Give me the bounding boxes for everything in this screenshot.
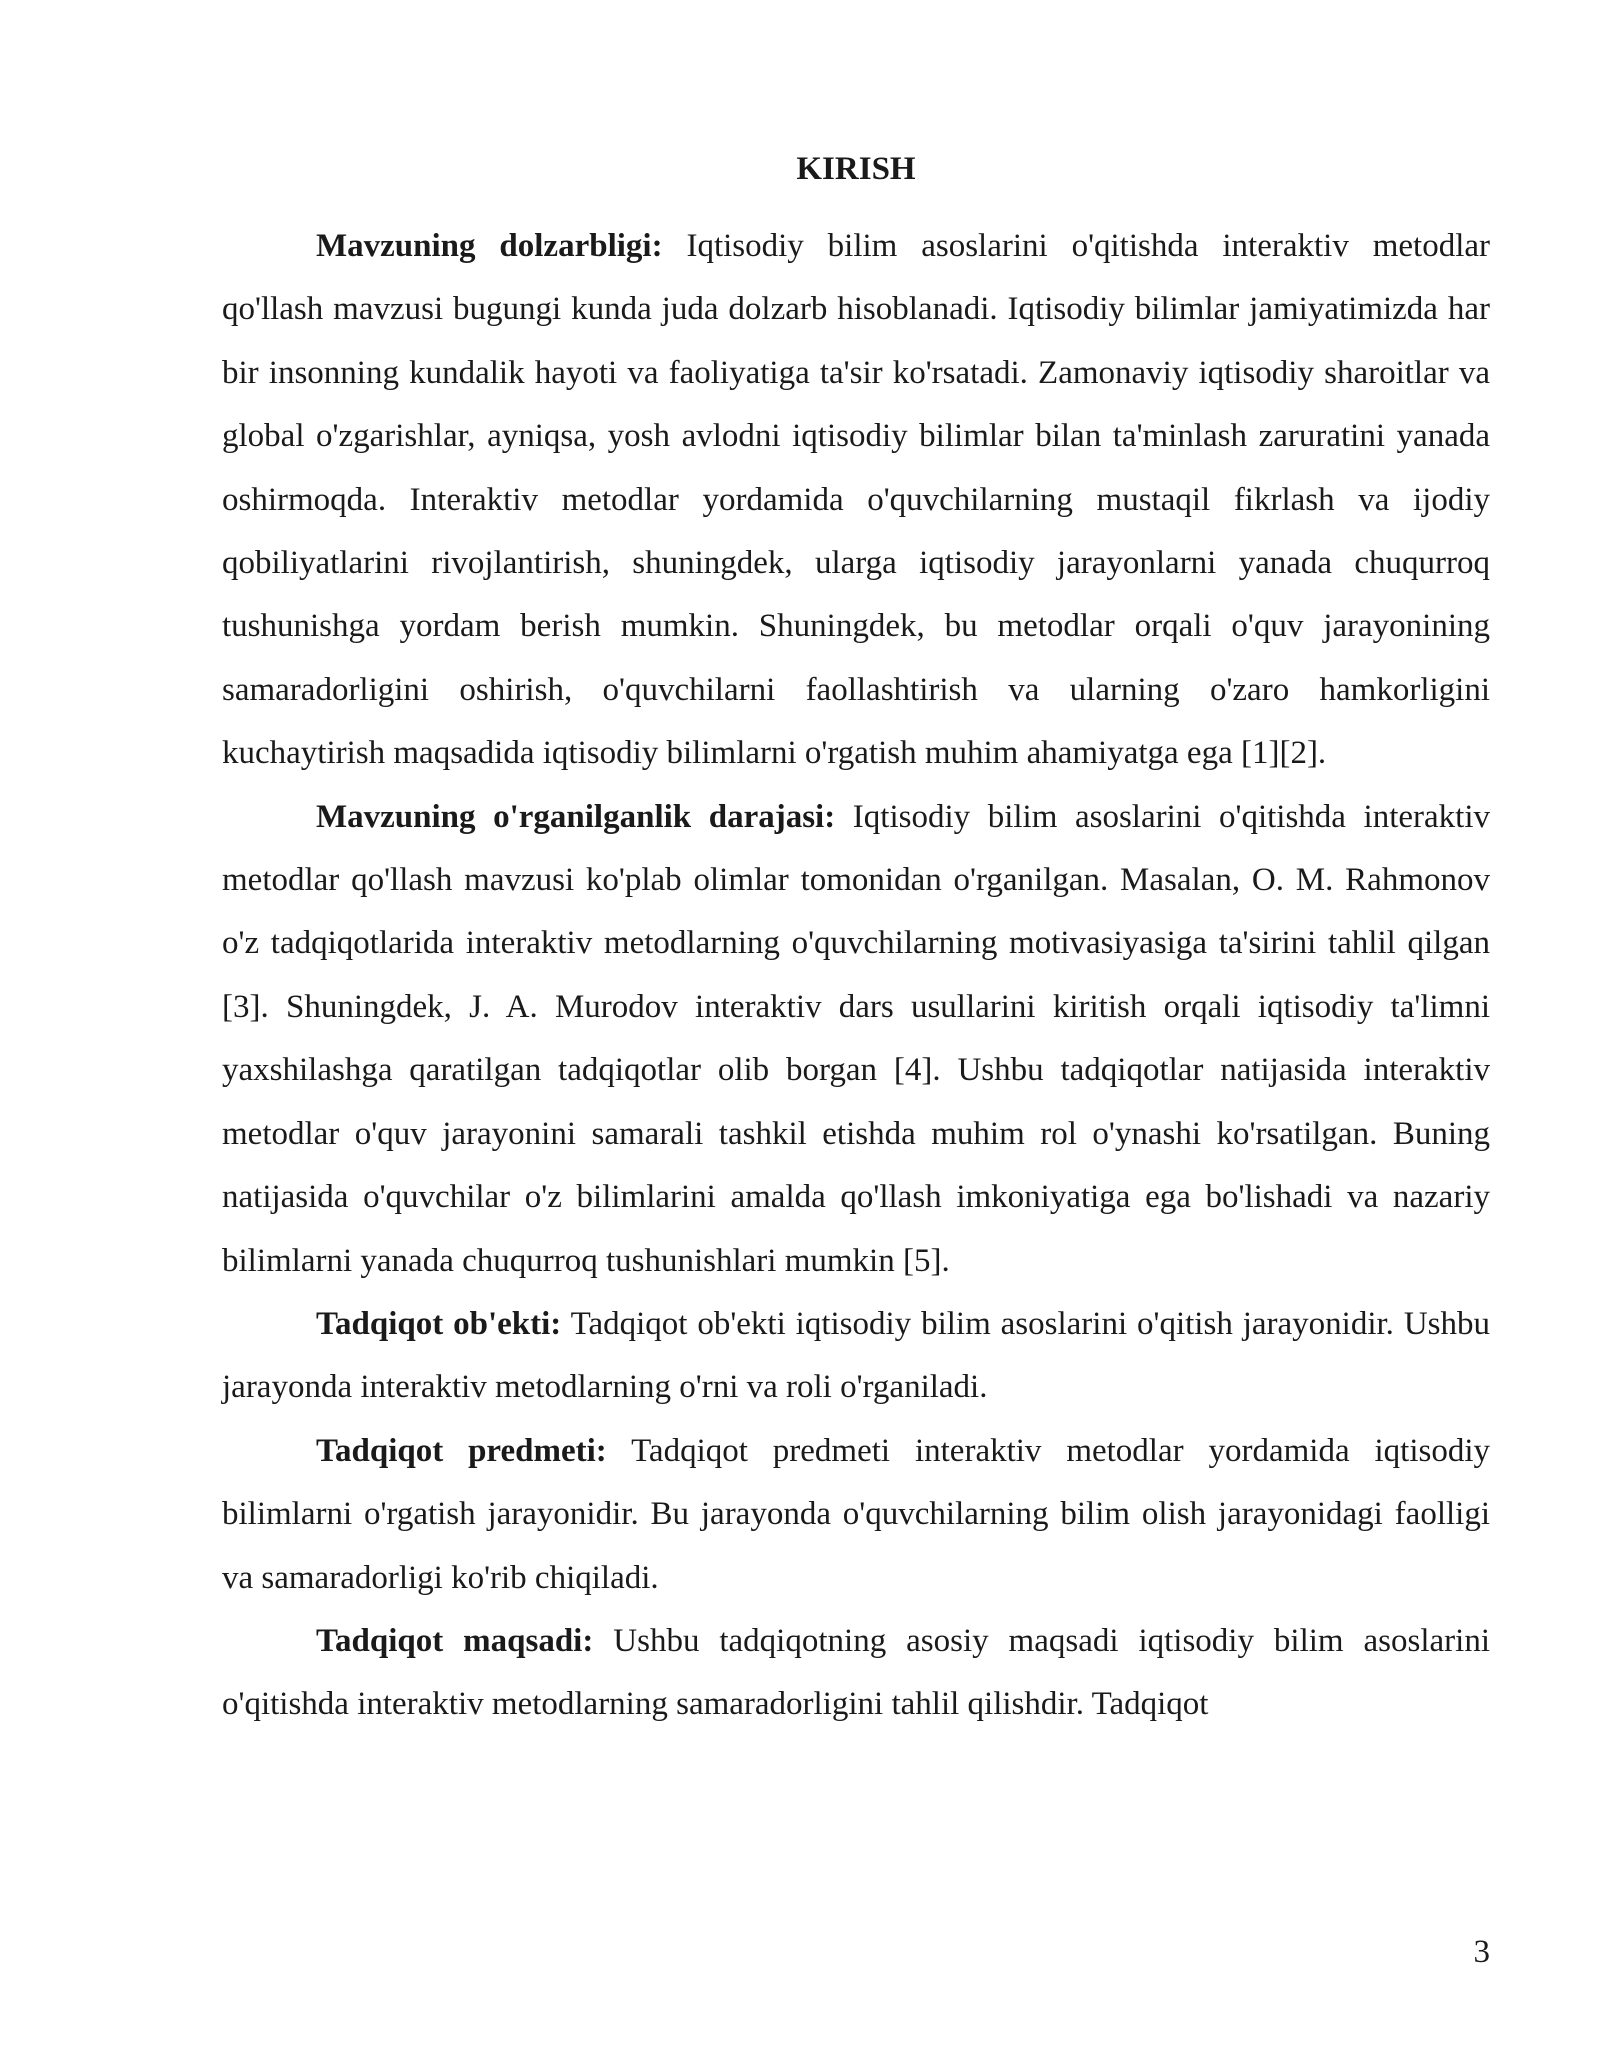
paragraph-text: Ushbu tadqiqotning asosiy maqsadi iqtisodiy bilim asoslarini o'qitishda interaktiv metodlarning samaradorligini tahlil qilishdir. Tadqiqot bbox=[222, 1622, 1490, 1723]
paragraph-text: Tadqiqot predmeti interaktiv metodlar yordamida iqtisodiy bilimlarni o'rgatish jarayonidir. Bu jarayonda o'quvchilarning bilim olish jarayonidagi faolligi va samaradorligi ko'rib chiqiladi. bbox=[222, 1432, 1491, 1596]
paragraph-text: Tadqiqot ob'ekti iqtisodiy bilim asoslarini o'qitish jarayonidir. Ushbu jarayonda interaktiv metodlarning o'rni va roli o'rganiladi. bbox=[222, 1305, 1491, 1406]
paragraph-research-subject bbox=[222, 1420, 1490, 1610]
paragraph-lead: Mavzuning o'rganilganlik darajasi: bbox=[316, 798, 836, 835]
page-content bbox=[222, 138, 1490, 1737]
paragraph-lead: Mavzuning dolzarbligi: bbox=[316, 228, 663, 264]
paragraph-text: Iqtisodiy bilim asoslarini o'qitishda interaktiv metodlar qo'llash mavzusi ko'plab olimlar tomonidan o'rganilgan. Masalan, O. M. Rahmonov o'z tadqiqotlarida interaktiv metodlarning o'quvchilarning motivasiyasiga ta'sirini tahlil qilgan [3]. Shuningdek, J. A. Murodov interaktiv dars usullarini kiritish orqali iqtisodiy ta'limni yaxshilashga qaratilgan tadqiqotlar olib borgan [4]. Ushbu tadqiqotlar natijasida interaktiv metodlar o'quv jarayonini samarali tashkil etishda muhim rol o'ynashi ko'rsatilgan. Buning natijasida o'quvchilar o'z bilimlarini amalda qo'llash imkoniyatiga ega bo'lishadi va nazariy bilimlarni yanada chuqurroq tushunishlari mumkin [5]. bbox=[222, 798, 1490, 1279]
paragraph-research-goal bbox=[222, 1610, 1490, 1737]
paragraph-lead: Tadqiqot maqsadi: bbox=[316, 1622, 594, 1659]
paragraph-lead: Tadqiqot ob'ekti: bbox=[316, 1305, 562, 1342]
paragraph-study-level bbox=[222, 786, 1490, 1293]
paragraph-lead: Tadqiqot predmeti: bbox=[316, 1432, 607, 1469]
paragraph-research-object bbox=[222, 1293, 1490, 1420]
section-heading: KIRISH bbox=[796, 151, 916, 187]
paragraph-relevance bbox=[222, 215, 1490, 786]
paragraph-text: Iqtisodiy bilim asoslarini o'qitishda interaktiv metodlar qo'llash mavzusi bugungi kunda juda dolzarb hisoblanadi. Iqtisodiy bilimlar jamiyatimizda har bir insonning kundalik hayoti va faoliyatiga ta'sir ko'rsatadi. Zamonaviy iqtisodiy sharoitlar va global o'zgarishlar, ayniqsa, yosh avlodni iqtisodiy bilimlar bilan ta'minlash zaruratini yanada oshirmoqda. Interaktiv metodlar yordamida o'quvchilarning mustaqil fikrlash va ijodiy qobiliyatlarini rivojlantirish, shuningdek, ularga iqtisodiy jarayonlarni yanada chuqurroq tushunishga yordam berish mumkin. Shuningdek, bu metodlar orqali o'quv jarayonining samaradorligini oshirish, o'quvchilarni faollashtirish va ularning o'zaro hamkorligini kuchaytirish maqsadida iqtisodiy bilimlarni o'rgatish muhim ahamiyatga ega [1][2]. bbox=[222, 228, 1491, 772]
page-number: 3 bbox=[1473, 1934, 1490, 1970]
